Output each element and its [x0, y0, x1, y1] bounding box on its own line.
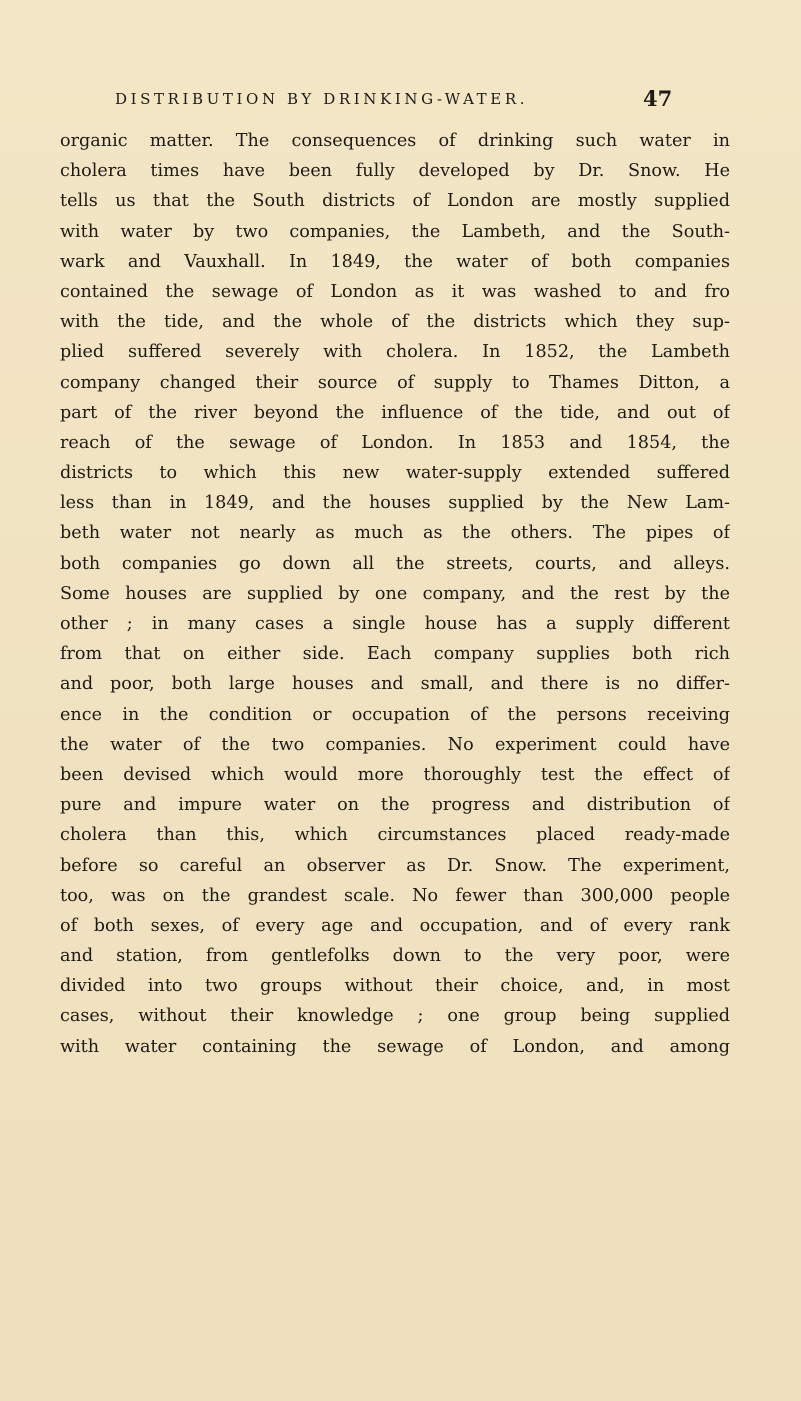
text-line: cases, without their knowledge ; one group being supplied — [60, 1006, 730, 1027]
text-line: cholera times have been fully developed by Dr. Snow. He — [60, 161, 730, 182]
text-line: from that on either side. Each company supplies both rich — [60, 644, 730, 665]
text-line: with the tide, and the whole of the districts which they sup- — [60, 312, 730, 333]
text-line: plied suffered severely with cholera. In 1852, the Lambeth — [60, 342, 730, 363]
text-line: organic matter. The consequences of drinking such water in — [60, 131, 730, 151]
text-line: districts to which this new water-supply extended suffered — [60, 463, 730, 484]
text-line: divided into two groups without their choice, and, in most — [60, 976, 730, 997]
text-line: cholera than this, which circumstances placed ready-made — [60, 825, 730, 846]
running-head — [115, 86, 715, 116]
text-line: before so careful an observer as Dr. Snow. The experiment, — [60, 855, 730, 876]
text-line: reach of the sewage of London. In 1853 and 1854, the — [60, 432, 730, 453]
text-line: with water containing the sewage of London, and among — [60, 1036, 730, 1057]
text-line: Some houses are supplied by one company, and the rest by the — [60, 583, 730, 604]
text-line: pure and impure water on the progress and distribution of — [60, 795, 730, 816]
text-line: wark and Vauxhall. In 1849, the water of both companies — [60, 251, 730, 272]
text-line: too, was on the grandest scale. No fewer than 300,000 people — [60, 885, 730, 906]
text-line: the water of the two companies. No experiment could have — [60, 734, 730, 755]
text-line: ence in the condition or occupation of the persons receiving — [60, 704, 730, 725]
running-title: DISTRIBUTION BY DRINKING-WATER. — [115, 90, 529, 108]
text-line: other ; in many cases a single house has a supply different — [60, 614, 730, 634]
text-line: part of the river beyond the influence of the tide, and out of — [60, 402, 730, 423]
text-line: tells us that the South districts of London are mostly supplied — [60, 191, 730, 212]
text-line: both companies go down all the streets, courts, and alleys. — [60, 553, 730, 574]
text-line: beth water not nearly as much as the others. The pipes of — [60, 523, 730, 544]
page-number: 47 — [643, 86, 673, 111]
text-line: been devised which would more thoroughly test the effect of — [60, 764, 730, 785]
body-text — [60, 126, 730, 1062]
text-line: of both sexes, of every age and occupation, and of every rank — [60, 915, 730, 936]
text-line: with water by two companies, the Lambeth, and the South- — [60, 221, 730, 242]
text-line: contained the sewage of London as it was washed to and fro — [60, 281, 730, 302]
text-line: company changed their source of supply to Thames Ditton, a — [60, 372, 730, 393]
text-line: and station, from gentlefolks down to the very poor, were — [60, 946, 730, 967]
text-line: and poor, both large houses and small, and there is no differ- — [60, 674, 730, 695]
text-line: less than in 1849, and the houses supplied by the New Lam- — [60, 493, 730, 514]
